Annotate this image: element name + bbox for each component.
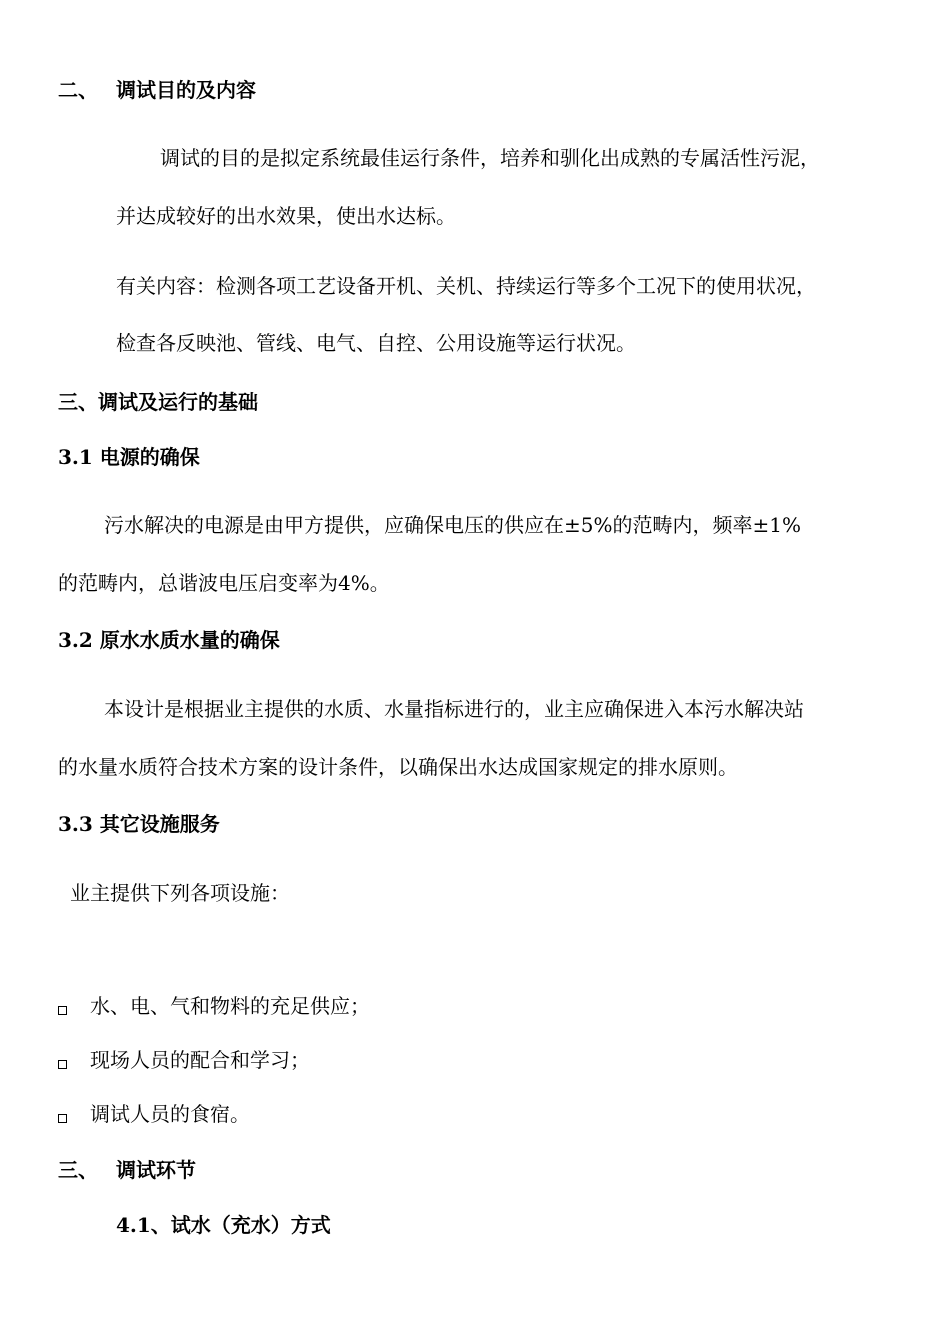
list-item: 水、电、气和物料的充足供应；	[90, 994, 370, 1018]
subsection-3-1-heading: 3.1 电源的确保	[58, 445, 200, 469]
subsection-3-2-line1: 本设计是根据业主提供的水质、水量指标进行的，业主应确保进入本污水解决站	[104, 697, 804, 721]
section-4-number: 三、	[58, 1158, 98, 1182]
subsection-3-3-intro: 业主提供下列各项设施：	[70, 881, 290, 905]
section-2-para1-line2: 并达成较好的出水效果，使出水达标。	[116, 204, 456, 228]
section-2-para2-line1: 有关内容：检测各项工艺设备开机、关机、持续运行等多个工况下的使用状况，	[116, 274, 816, 298]
subsection-3-3-heading: 3.3 其它设施服务	[58, 812, 220, 836]
subsection-3-1-line1: 污水解决的电源是由甲方提供，应确保电压的供应在±5%的范畴内，频率±1%	[104, 513, 801, 537]
list-item: 现场人员的配合和学习；	[90, 1048, 310, 1072]
bullet-square-icon	[58, 1060, 67, 1069]
section-4-heading: 调试环节	[116, 1158, 196, 1182]
section-2-para2-line2: 检查各反映池、管线、电气、自控、公用设施等运行状况。	[116, 331, 636, 355]
bullet-square-icon	[58, 1114, 67, 1123]
section-3-heading: 三、调试及运行的基础	[58, 390, 258, 414]
subsection-3-2-heading: 3.2 原水水质水量的确保	[58, 628, 280, 652]
section-2-para1-line1: 调试的目的是拟定系统最佳运行条件，培养和驯化出成熟的专属活性污泥，	[160, 146, 820, 170]
subsection-4-1-heading: 4.1、试水（充水）方式	[116, 1213, 331, 1237]
subsection-3-1-line2: 的范畴内，总谐波电压启变率为4%。	[58, 571, 390, 595]
section-2-number: 二、	[58, 78, 98, 102]
bullet-square-icon	[58, 1006, 67, 1015]
subsection-3-2-line2: 的水量水质符合技术方案的设计条件，以确保出水达成国家规定的排水原则。	[58, 755, 738, 779]
list-item: 调试人员的食宿。	[90, 1102, 250, 1126]
section-2-heading: 调试目的及内容	[116, 78, 256, 102]
